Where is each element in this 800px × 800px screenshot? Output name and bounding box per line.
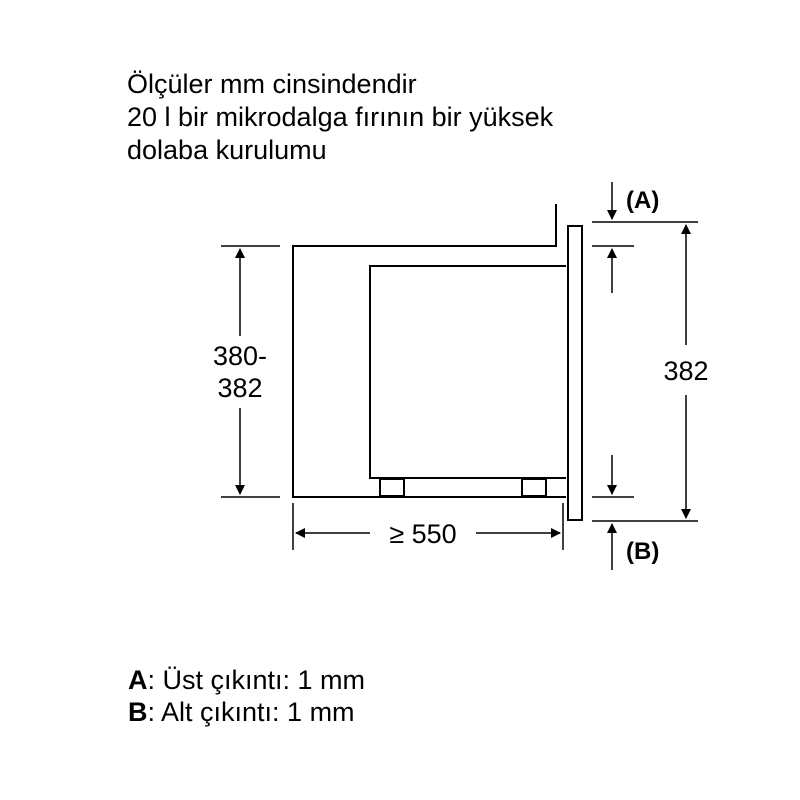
microwave-front-panel	[568, 226, 582, 520]
cabinet-outline	[293, 204, 566, 497]
legend-row-b	[128, 696, 365, 728]
right-height-label: 382	[663, 356, 709, 386]
title-line-1: Ölçüler mm cinsindendir	[127, 69, 417, 99]
microwave-foot-right	[522, 479, 546, 496]
microwave-body	[370, 266, 566, 478]
legend-key-b: B	[128, 697, 148, 727]
legend-text-a: : Üst çıkıntı: 1 mm	[147, 665, 366, 695]
legend-row-a	[128, 664, 365, 696]
left-height-label-line-1: 380-	[212, 341, 268, 371]
label-a: (A)	[626, 187, 660, 214]
legend-text-b: : Alt çıkıntı: 1 mm	[147, 697, 355, 727]
legend-key-a: A	[128, 665, 148, 695]
title-line-2: 20 l bir mikrodalga fırının bir yüksek	[127, 102, 554, 132]
microwave-foot-left	[380, 479, 404, 496]
depth-label: ≥ 550	[389, 519, 457, 549]
label-b: (B)	[626, 538, 660, 565]
title-line-3: dolaba kurulumu	[127, 135, 327, 165]
left-height-dimension	[221, 246, 280, 497]
legend	[128, 664, 365, 728]
left-height-label-line-2: 382	[217, 373, 263, 403]
